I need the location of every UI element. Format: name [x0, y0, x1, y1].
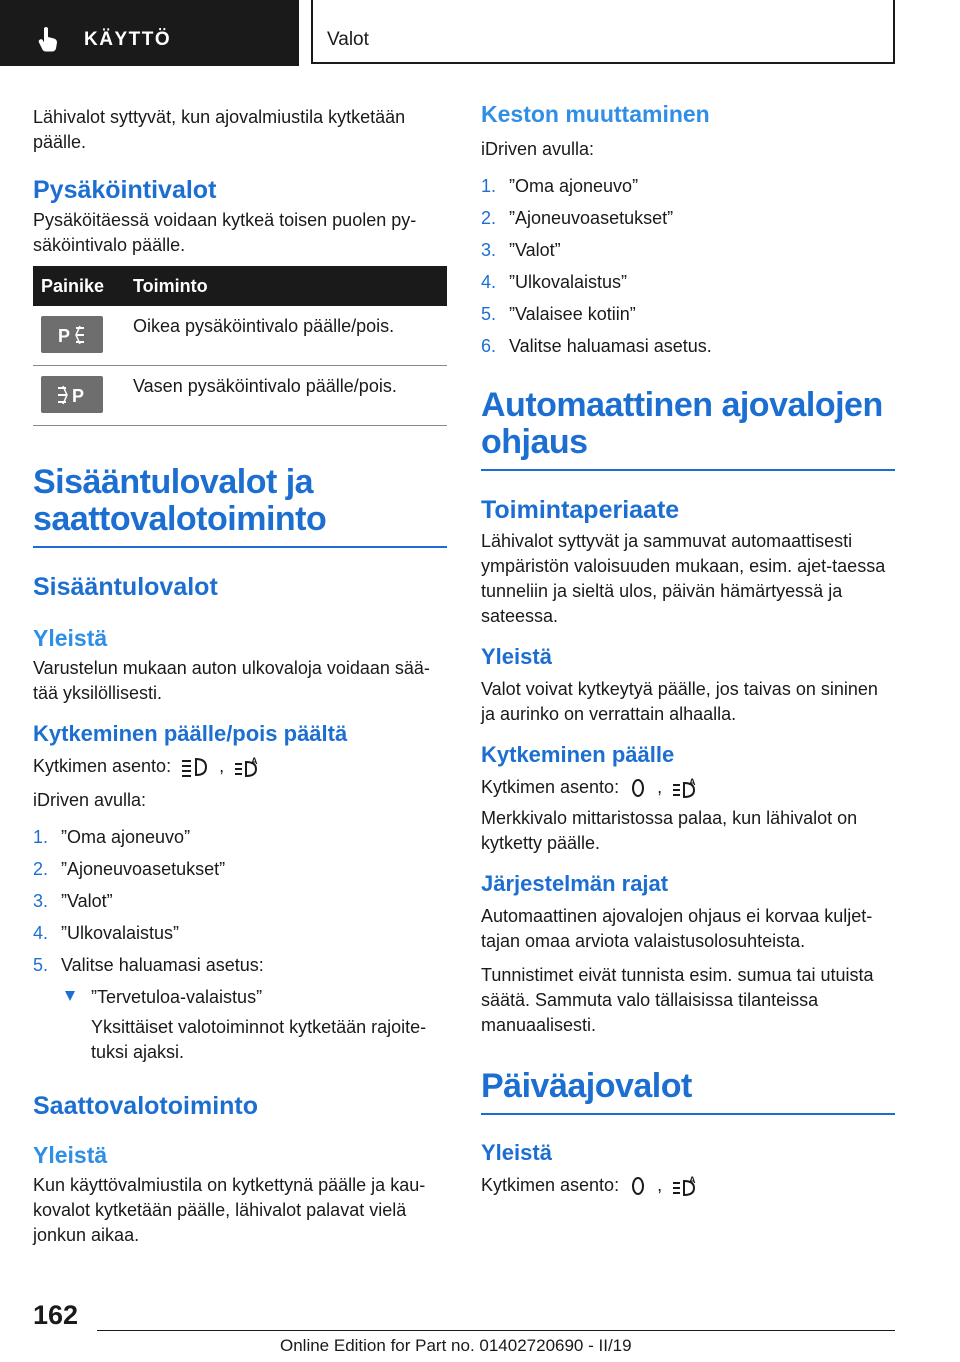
hand-pointer-icon	[38, 26, 62, 52]
list-item: 1. ”Oma ajoneuvo”	[481, 176, 639, 196]
svg-text:P: P	[72, 385, 85, 406]
general-heading: Yleistä	[33, 625, 108, 651]
limits-text: Tunnistimet eivät tunnista esim. sumua tai utuista säätä. Sammuta valo tällaisissa tilanteissa manuaalisesti.	[481, 965, 874, 1035]
switch-separator: ,	[219, 756, 225, 776]
switch-position	[481, 775, 895, 800]
general-text: Valot voivat kytkeytyä päälle, jos taivas on sininen ja aurinko on verrattain alhaalla.	[481, 679, 878, 724]
parking-light-left-icon	[54, 383, 90, 407]
limits-text: Automaattinen ajovalojen ohjaus ei korvaa kuljet-tajan omaa arviota valaistusolosuhteista.	[481, 906, 873, 951]
auto-light-icon	[671, 1175, 701, 1197]
section-tab	[0, 0, 299, 66]
parking-light-right-icon	[54, 323, 90, 347]
table-header-function: Toiminto	[125, 266, 447, 306]
list-item: 1. ”Oma ajoneuvo”	[33, 827, 191, 847]
table-cell: Vasen pysäköintivalo päälle/pois.	[125, 366, 447, 426]
follow-me-title: Saattovalotoiminto	[33, 1092, 259, 1120]
list-item: 2. ”Ajoneuvoasetukset”	[33, 859, 226, 879]
list-item: 5. Valitse haluamasi asetus:	[33, 955, 264, 975]
chapter-tab	[311, 0, 895, 64]
zero-position-icon	[628, 1175, 648, 1197]
general-text: Kun käyttövalmiustila on kytkettynä päälle ja kau-kovalot kytketään päälle, lähivalot palavat vielä jonkun aikaa.	[33, 1175, 426, 1245]
idrive-label: iDriven avulla:	[33, 790, 147, 810]
switch-position-label: Kytkimen asento:	[481, 1175, 620, 1195]
duration-heading: Keston muuttaminen	[481, 101, 710, 127]
svg-text:A: A	[689, 1175, 696, 1186]
parking-text: Pysäköitäessä voidaan kytkeä toisen puolen py-säköintivalo päälle.	[33, 210, 417, 255]
triangle-bullet-icon	[65, 991, 75, 1001]
daytime-lights-title: Päiväajovalot	[481, 1068, 895, 1115]
left-column	[33, 100, 447, 1248]
switch-separator: ,	[657, 777, 663, 797]
parking-left-button[interactable]	[41, 376, 103, 413]
sub-list-note: Yksittäiset valotoiminnot kytketään rajoite-tuksi ajaksi.	[91, 1017, 427, 1062]
list-item: 4. ”Ulkovalaistus”	[481, 272, 628, 292]
switch-on-heading: Kytkeminen päälle	[481, 742, 675, 767]
switch-position-label: Kytkimen asento:	[33, 756, 172, 776]
right-column	[481, 100, 895, 1198]
zero-position-icon	[628, 777, 648, 799]
welcome-light-title: Sisääntulovalot ja saattovalotoiminto	[33, 464, 447, 548]
intro-text: Lähivalot syttyvät, kun ajovalmiustila kytketään päälle.	[33, 107, 406, 152]
parking-right-button[interactable]	[41, 316, 103, 353]
list-item: 5. ”Valaisee kotiin”	[481, 304, 636, 324]
table-cell: Oikea pysäköintivalo päälle/pois.	[125, 306, 447, 366]
idrive-label: iDriven avulla:	[481, 139, 595, 159]
switch-position	[33, 754, 447, 779]
table-row	[33, 366, 447, 426]
welcome-light-subtitle: Sisääntulovalot	[33, 573, 218, 601]
chapter-title: Valot	[327, 29, 369, 50]
limits-heading: Järjestelmän rajat	[481, 871, 669, 896]
sub-list-item: ”Tervetuloa-valaistus”	[33, 985, 447, 1010]
switch-position	[481, 1173, 895, 1198]
list-item: 3. ”Valot”	[33, 891, 113, 911]
steps-list	[33, 825, 447, 978]
page-number: 162	[33, 1300, 79, 1330]
principle-heading: Toimintaperiaate	[481, 496, 680, 524]
table-row	[33, 306, 447, 366]
section-title: KÄYTTÖ	[84, 29, 172, 50]
switch-on-text: Merkkivalo mittaristossa palaa, kun lähivalot on kytketty päälle.	[481, 808, 858, 853]
list-item: 2. ”Ajoneuvoasetukset”	[481, 208, 674, 228]
general-heading: Yleistä	[33, 1142, 108, 1168]
steps-list	[481, 174, 895, 359]
svg-text:P: P	[58, 325, 71, 346]
general-text: Varustelun mukaan auton ulkovaloja voidaan sää-tää yksilöllisesti.	[33, 658, 430, 703]
auto-light-icon	[233, 756, 263, 778]
list-item: 4. ”Ulkovalaistus”	[33, 923, 180, 943]
principle-text: Lähivalot syttyvät ja sammuvat automaattisesti ympäristön valoisuuden mukaan, esim. ajet-taessa tunneliin ja sieltä ulos, päivän hämärtyessä ja sateessa.	[481, 531, 886, 626]
switch-position-label: Kytkimen asento:	[481, 777, 620, 797]
general-heading: Yleistä	[481, 644, 552, 669]
switch-separator: ,	[657, 1175, 663, 1195]
auto-headlight-title: Automaattinen ajovalojen ohjaus	[481, 387, 895, 471]
svg-text:A: A	[251, 756, 258, 767]
table-header-button: Painike	[33, 266, 125, 306]
svg-text:A: A	[689, 777, 696, 788]
parking-title: Pysäköintivalot	[33, 176, 217, 204]
footer-divider	[97, 1330, 895, 1331]
edition-text: Online Edition for Part no. 01402720690 - II/19	[280, 1336, 632, 1355]
parking-table	[33, 266, 447, 426]
low-beam-icon	[180, 756, 210, 778]
list-item: 6. Valitse haluamasi asetus.	[481, 336, 712, 356]
general-heading: Yleistä	[481, 1140, 552, 1165]
switch-heading: Kytkeminen päälle/pois päältä	[33, 721, 348, 746]
list-item: 3. ”Valot”	[481, 240, 561, 260]
auto-light-icon	[671, 777, 701, 799]
